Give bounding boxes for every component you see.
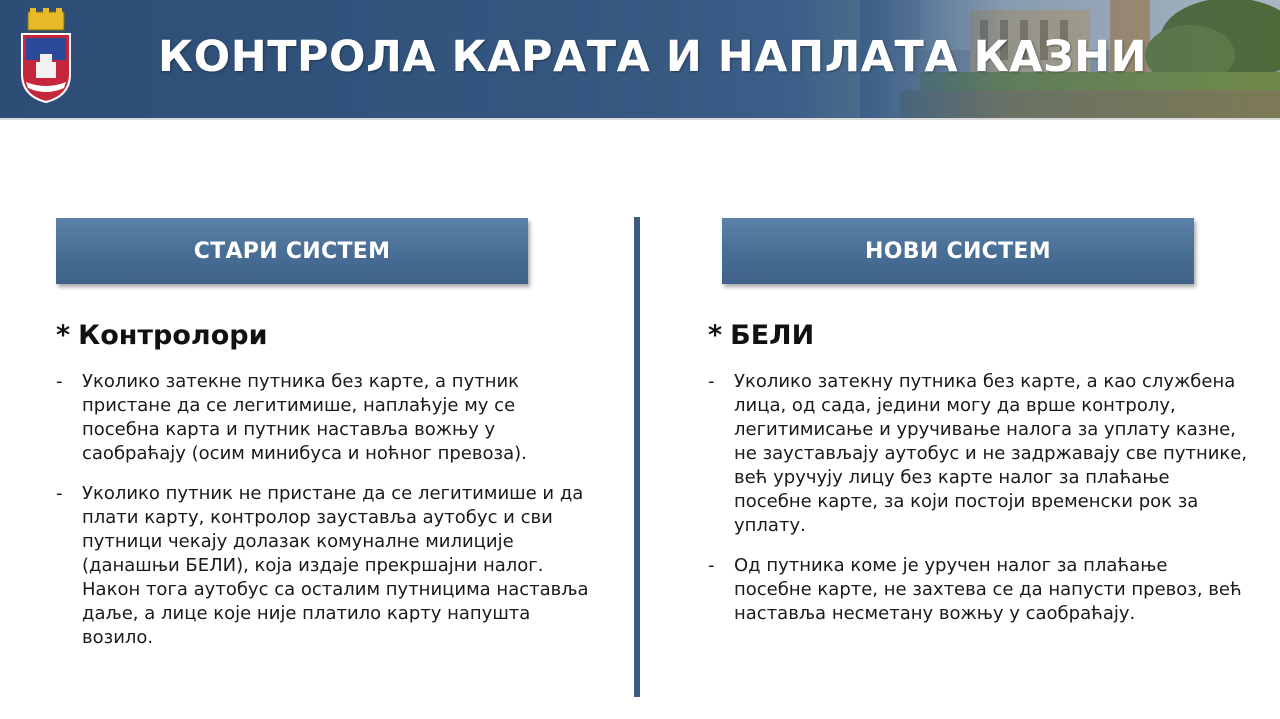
subheading-text: Контролори — [78, 320, 268, 351]
subheading-text: БЕЛИ — [730, 320, 815, 351]
list-item-text: Уколико затекне путника без карте, а путник пристане да се легитимише, наплаћује му се посебна карта и путник наставља вожњу у саобраћају (осим минибуса и ноћног превоза). — [82, 371, 527, 464]
beli-subheading — [708, 318, 1248, 354]
list-item — [56, 370, 596, 466]
header-banner — [0, 0, 1280, 120]
new-system-list — [708, 370, 1248, 626]
old-system-header: СТАРИ СИСТЕМ — [56, 218, 528, 284]
controllers-subheading — [56, 318, 596, 354]
bullet-star: * — [708, 320, 723, 351]
list-dash: - — [708, 555, 715, 576]
list-item-text: Уколико путник не пристане да се легитимише и да плати карту, контролор зауставља аутобус и сви путници чекају долазак комуналне милиције (данашњи БЕЛИ), која издаје прекршајни налог. Након тога аутобус са осталим путницима наставља даље, а лице које није платило карту напушта возило. — [82, 483, 589, 648]
new-system-column — [708, 318, 1248, 626]
list-dash: - — [56, 483, 63, 504]
list-item — [56, 482, 596, 650]
list-item — [708, 554, 1248, 626]
list-item-text: Уколико затекну путника без карте, а као службена лица, од сада, једини могу да врше контролу, легитимисање и уручивање налога за уплату казне, не заустављају аутобус и не задржавају све путнике, већ уручују лицу без карте налог за плаћање посебне карте, за који постоји временски рок за уплату. — [734, 371, 1248, 536]
old-system-column — [56, 318, 596, 650]
list-dash: - — [708, 371, 715, 392]
page-title: КОНТРОЛА КАРАТА И НАПЛАТА КАЗНИ — [158, 32, 1148, 82]
list-item-text: Од путника коме је уручен налог за плаћање посебне карте, не захтева се да напусти превоз, већ наставља несметану вожњу у саобраћају. — [734, 555, 1242, 624]
list-dash: - — [56, 371, 63, 392]
belgrade-coat-of-arms-icon — [16, 8, 76, 104]
new-system-header: НОВИ СИСТЕМ — [722, 218, 1194, 284]
list-item — [708, 370, 1248, 538]
bullet-star: * — [56, 320, 71, 351]
column-divider — [634, 217, 640, 697]
old-system-list — [56, 370, 596, 650]
